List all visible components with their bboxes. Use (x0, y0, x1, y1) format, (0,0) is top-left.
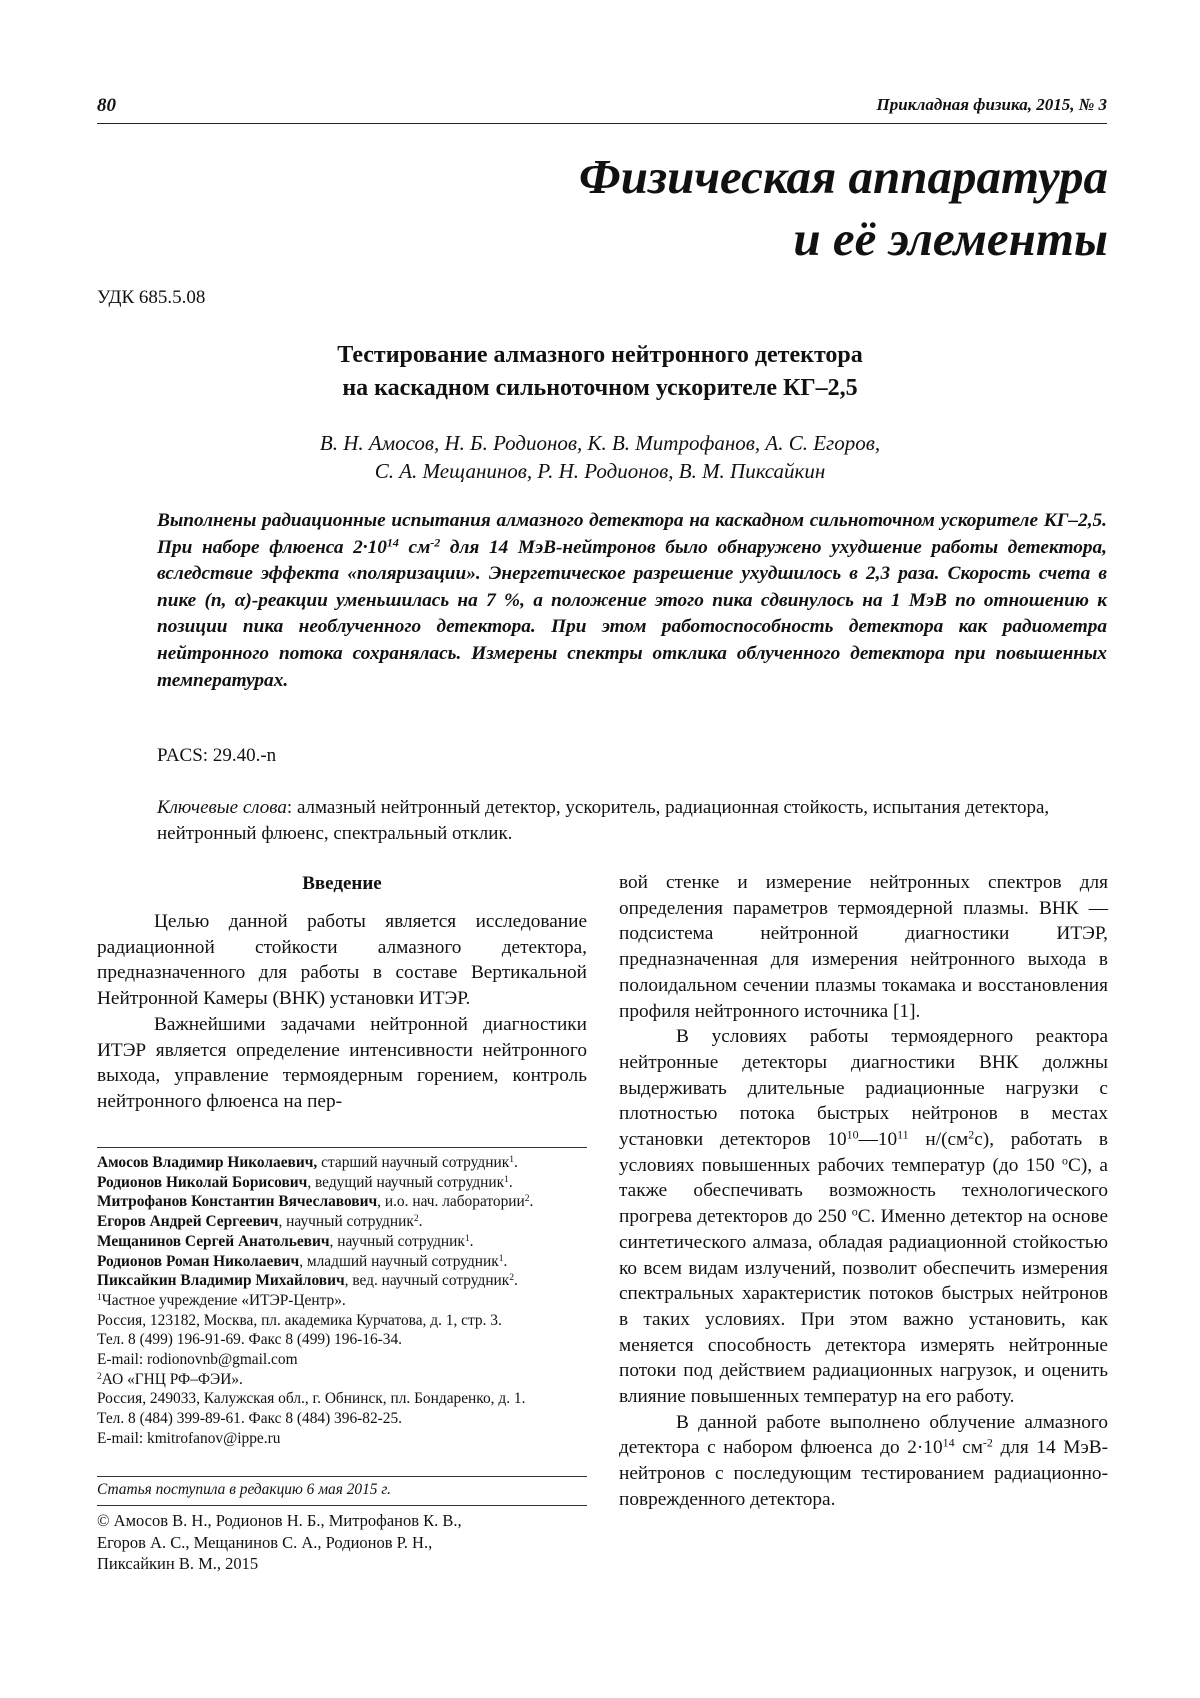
footnote-author-role: старший научный сотрудник (317, 1154, 510, 1171)
author-list (240, 429, 960, 485)
body-paragraph (619, 1024, 1108, 1410)
pacs-code: PACS: 29.40.-n (157, 745, 277, 766)
footnote-sup: 2 (509, 1271, 515, 1283)
body-paragraph: вой стенке и измерение нейтронных спектров для определения параметров термоядерной плазмы. ВНК — подсистема нейтронной диагностики ИТЭР, предназначенная для измерения нейтронного выхода в полоидальном сечении плазмы токамака и восстановления профиля нейтронного источника [1]. (619, 872, 1108, 1022)
footnote-author-name: Пиксайкин Владимир Михайлович (97, 1272, 345, 1290)
footnote-sup: 2 (97, 1370, 102, 1382)
footnote-rule (97, 1147, 587, 1148)
copyright-rule (97, 1505, 587, 1506)
body-sup: 14 (942, 1435, 955, 1450)
footnote-punct: . (469, 1232, 474, 1250)
journal-header: Прикладная физика, 2015, № 3 (876, 95, 1107, 114)
body-sup: 2 (968, 1127, 975, 1142)
abstract (157, 508, 1107, 694)
footnote-sup: 1 (97, 1291, 102, 1303)
footnote-author (97, 1232, 597, 1252)
footnote-punct: . (508, 1173, 513, 1191)
footnote-author-role: , научный сотрудник (278, 1213, 414, 1231)
footnote-author (97, 1212, 597, 1232)
footnote-punct: . (514, 1272, 518, 1290)
footnote-sup: 1 (498, 1252, 504, 1264)
keywords-text: : алмазный нейтронный детектор, ускоритель, радиационная стойкость, испытания детектора, нейтронный флюенс, спектральный отклик. (157, 797, 1050, 844)
abstract-text: см (398, 536, 431, 558)
copyright-line1: © Амосов В. Н., Родионов Н. Б., Митрофанов К. В., (97, 1511, 462, 1530)
body-text: В условиях работы термоядерного реактора нейтронные детекторы диагностики ВНК должны выдерживать длительные радиационные нагрузки с плотностью потока быстрых нейтронов в местах установки детекторов 10 (619, 1026, 1108, 1151)
received-date: Статья поступила в редакцию 6 мая 2015 г. (97, 1481, 391, 1498)
footnote-author (97, 1271, 597, 1291)
section-title-line2: и её элементы (793, 211, 1108, 266)
abstract-sup: 14 (386, 535, 399, 550)
body-text: —10 (858, 1129, 898, 1151)
body-sup: о (851, 1204, 858, 1219)
footnote-author-role: , и.о. нач. лаборатории (377, 1193, 525, 1211)
footnote-author-role: , младший научный сотрудник (299, 1252, 499, 1270)
abstract-text: Выполнены радиационные испытания алмазного детектора на каскадном сильноточном ускорителе КГ–2,5. При наборе флюенса 2·10 (157, 510, 1107, 558)
footnote-sup: 2 (413, 1212, 419, 1224)
body-sup: о (1061, 1153, 1068, 1168)
section-title-line1: Физическая аппаратура (579, 149, 1108, 204)
article-title-line2: на каскадном сильноточном ускорителе КГ–2,5 (342, 375, 858, 401)
footnote-org (97, 1291, 597, 1311)
footnote-author-name: Родионов Роман Николаевич (97, 1252, 300, 1270)
footnote-org-name: АО «ГНЦ РФ–ФЭИ». (101, 1370, 243, 1388)
udk-code: УДК 685.5.08 (97, 287, 206, 308)
keywords (157, 795, 1107, 847)
footnote-org-name: Частное учреждение «ИТЭР-Центр». (101, 1291, 346, 1309)
footnote-sup: 2 (524, 1193, 530, 1205)
copyright-line2: Егоров А. С., Мещанинов С. А., Родионов Р. Н., (97, 1532, 433, 1552)
body-text: С), а также обеспечивать возможность технологического прогрева детекторов до 250 (619, 1154, 1108, 1228)
author-list-line2: С. А. Мещанинов, Р. Н. Родионов, В. М. Пиксайкин (374, 459, 826, 483)
section-title (579, 146, 1108, 270)
intro-paragraph: Важнейшими задачами нейтронной диагностики ИТЭР является определение интенсивности нейтронного выхода, управление термоядерным горением, контроль нейтронного флюенса на пер- (97, 1013, 587, 1112)
body-text: см (954, 1437, 983, 1459)
footnote-author-name: Амосов Владимир Николаевич, (97, 1154, 318, 1171)
footnote-email: E-mail: kmitrofanov@ippe.ru (97, 1429, 281, 1447)
footnote-punct: . (418, 1213, 423, 1231)
body-text: н/(см (908, 1129, 969, 1151)
body-sup: -2 (982, 1435, 993, 1450)
keywords-label: Ключевые слова (157, 797, 287, 818)
body-text: В данной работе выполнено облучение алмазного детектора с набором флюенса до 2·10 (619, 1411, 1108, 1459)
author-footnotes (97, 1153, 597, 1449)
body-paragraph (619, 1410, 1108, 1513)
footnote-author-role: , вед. научный сотрудник (344, 1272, 510, 1290)
intro-heading: Введение (302, 873, 382, 894)
left-column (97, 872, 587, 1115)
copyright (97, 1510, 462, 1575)
footnote-author-name: Родионов Николай Борисович (97, 1173, 308, 1191)
body-text: с), работать в условиях повышенных рабочих температур (до 150 (619, 1129, 1108, 1176)
footnote-sup: 1 (504, 1173, 509, 1185)
page-number: 80 (97, 95, 116, 116)
body-sup: 11 (897, 1127, 909, 1142)
body-text: для 14 МэВ-нейтронов с последующим тестированием радиационно-поврежденного детектора. (619, 1437, 1108, 1510)
body-sup: 10 (846, 1127, 859, 1142)
copyright-line3: Пиксайкин В. М., 2015 (97, 1554, 259, 1573)
footnote-author (97, 1173, 597, 1193)
footnote-email: E-mail: rodionovnb@gmail.com (97, 1351, 298, 1369)
footnote-address: Россия, 249033, Калужская обл., г. Обнинск, пл. Бондаренко, д. 1. (97, 1390, 526, 1408)
footnote-author-name: Митрофанов Константин Вячеславович (97, 1193, 378, 1211)
footnote-punct: . (513, 1154, 518, 1171)
footnote-punct: . (503, 1252, 508, 1270)
footnote-punct: . (529, 1193, 534, 1211)
footnote-sup: 1 (509, 1153, 514, 1165)
footnote-phone: Тел. 8 (484) 399-89-61. Факс 8 (484) 396-82-25. (97, 1410, 403, 1428)
footnote-phone: Тел. 8 (499) 196-91-69. Факс 8 (499) 196-16-34. (97, 1331, 403, 1349)
footnote-address: Россия, 123182, Москва, пл. академика Курчатова, д. 1, стр. 3. (97, 1311, 502, 1329)
footnote-author-name: Егоров Андрей Сергеевич (97, 1213, 279, 1231)
abstract-sup: -2 (430, 535, 441, 550)
article-title (240, 339, 960, 405)
footnote-org (97, 1370, 597, 1390)
right-column (619, 870, 1108, 1513)
intro-paragraph: Целью данной работы является исследование радиационной стойкости алмазного детектора, предназначенного для работы в составе Вертикальной Нейтронной Камеры (ВНК) установки ИТЭР. (97, 911, 587, 1010)
body-text: С. Именно детектор на основе синтетического алмаза, обладая радиационной стойкостью ко всем видам излучений, позволит обеспечить измерения спектральных характеристик потоков быстрых нейтронов в таких условиях. При этом важно установить, как меняется способность детектора измерять нейтронные потоки под действием радиационных нагрузок, и оценить влияние повышенных температур на его работу. (619, 1206, 1109, 1408)
footnote-author (97, 1192, 597, 1212)
received-rule (97, 1476, 587, 1477)
footnote-author-role: , ведущий научный сотрудник (307, 1173, 505, 1191)
footnote-author-role: , научный сотрудник (329, 1232, 465, 1250)
author-list-line1: В. Н. Амосов, Н. Б. Родионов, К. В. Митрофанов, А. С. Егоров, (319, 431, 881, 455)
header-rule (97, 123, 1107, 124)
abstract-text: для 14 МэВ-нейтронов было обнаружено ухудшение работы детектора, вследствие эффекта «поляризации». Энергетическое разрешение ухудшилось в 2,3 раза. Скорость счета в пике (n, α)-реакции уменьшилась на 7 %, а положение этого пика сдвинулось на 1 МэВ по отношению к позиции пика необлученного детектора. При этом работоспособность детектора как радиометра нейтронного потока сохранялась. Измерены спектры отклика облученного детектора при повышенных температурах. (157, 536, 1107, 691)
footnote-author (97, 1153, 597, 1173)
article-title-line1: Тестирование алмазного нейтронного детектора (337, 342, 863, 368)
footnote-author (97, 1252, 597, 1272)
footnote-sup: 1 (464, 1232, 470, 1244)
footnote-author-name: Мещанинов Сергей Анатольевич (97, 1232, 330, 1250)
